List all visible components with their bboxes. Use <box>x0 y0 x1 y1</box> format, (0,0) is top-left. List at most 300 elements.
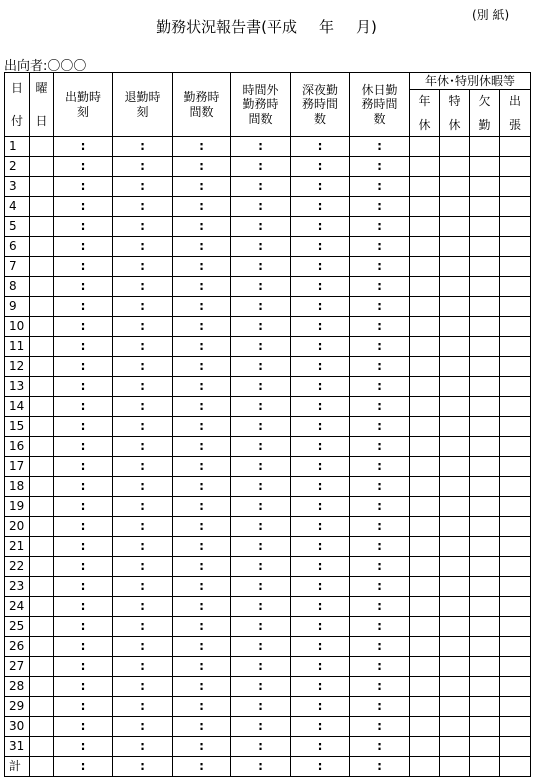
annual-leave-cell[interactable] <box>410 757 440 777</box>
business-trip-cell[interactable] <box>500 537 531 557</box>
special-leave-cell[interactable] <box>440 577 470 597</box>
special-leave-cell[interactable] <box>440 297 470 317</box>
absence-cell[interactable] <box>470 317 500 337</box>
end-time-cell[interactable] <box>113 557 173 577</box>
annual-leave-cell[interactable] <box>410 277 440 297</box>
holiday-hours-cell[interactable] <box>350 197 410 217</box>
special-leave-cell[interactable] <box>440 677 470 697</box>
start-time-cell[interactable] <box>54 577 113 597</box>
business-trip-cell[interactable] <box>500 437 531 457</box>
absence-cell[interactable] <box>470 737 500 757</box>
overtime-hours-cell[interactable] <box>231 657 291 677</box>
annual-leave-cell[interactable] <box>410 717 440 737</box>
absence-cell[interactable] <box>470 597 500 617</box>
business-trip-cell[interactable] <box>500 757 531 777</box>
holiday-hours-cell[interactable] <box>350 597 410 617</box>
start-time-cell[interactable] <box>54 617 113 637</box>
start-time-cell[interactable] <box>54 477 113 497</box>
special-leave-cell[interactable] <box>440 177 470 197</box>
end-time-cell[interactable] <box>113 377 173 397</box>
night-hours-cell[interactable] <box>291 657 350 677</box>
overtime-hours-cell[interactable] <box>231 377 291 397</box>
annual-leave-cell[interactable] <box>410 537 440 557</box>
night-hours-cell[interactable] <box>291 217 350 237</box>
night-hours-cell[interactable] <box>291 637 350 657</box>
weekday-cell[interactable] <box>30 217 54 237</box>
business-trip-cell[interactable] <box>500 137 531 157</box>
annual-leave-cell[interactable] <box>410 157 440 177</box>
absence-cell[interactable] <box>470 577 500 597</box>
end-time-cell[interactable] <box>113 357 173 377</box>
special-leave-cell[interactable] <box>440 217 470 237</box>
holiday-hours-cell[interactable] <box>350 297 410 317</box>
business-trip-cell[interactable] <box>500 297 531 317</box>
overtime-hours-cell[interactable] <box>231 317 291 337</box>
work-hours-cell[interactable] <box>173 417 231 437</box>
end-time-cell[interactable] <box>113 757 173 777</box>
work-hours-cell[interactable] <box>173 697 231 717</box>
night-hours-cell[interactable] <box>291 337 350 357</box>
business-trip-cell[interactable] <box>500 337 531 357</box>
start-time-cell[interactable] <box>54 597 113 617</box>
absence-cell[interactable] <box>470 697 500 717</box>
start-time-cell[interactable] <box>54 717 113 737</box>
business-trip-cell[interactable] <box>500 417 531 437</box>
annual-leave-cell[interactable] <box>410 417 440 437</box>
night-hours-cell[interactable] <box>291 317 350 337</box>
night-hours-cell[interactable] <box>291 237 350 257</box>
annual-leave-cell[interactable] <box>410 377 440 397</box>
annual-leave-cell[interactable] <box>410 557 440 577</box>
end-time-cell[interactable] <box>113 717 173 737</box>
night-hours-cell[interactable] <box>291 717 350 737</box>
night-hours-cell[interactable] <box>291 577 350 597</box>
business-trip-cell[interactable] <box>500 197 531 217</box>
work-hours-cell[interactable] <box>173 437 231 457</box>
end-time-cell[interactable] <box>113 157 173 177</box>
night-hours-cell[interactable] <box>291 597 350 617</box>
holiday-hours-cell[interactable] <box>350 277 410 297</box>
absence-cell[interactable] <box>470 557 500 577</box>
absence-cell[interactable] <box>470 477 500 497</box>
business-trip-cell[interactable] <box>500 497 531 517</box>
weekday-cell[interactable] <box>30 637 54 657</box>
absence-cell[interactable] <box>470 417 500 437</box>
absence-cell[interactable] <box>470 677 500 697</box>
work-hours-cell[interactable] <box>173 497 231 517</box>
overtime-hours-cell[interactable] <box>231 417 291 437</box>
weekday-cell[interactable] <box>30 317 54 337</box>
overtime-hours-cell[interactable] <box>231 217 291 237</box>
annual-leave-cell[interactable] <box>410 517 440 537</box>
annual-leave-cell[interactable] <box>410 397 440 417</box>
weekday-cell[interactable] <box>30 437 54 457</box>
business-trip-cell[interactable] <box>500 737 531 757</box>
business-trip-cell[interactable] <box>500 517 531 537</box>
business-trip-cell[interactable] <box>500 217 531 237</box>
overtime-hours-cell[interactable] <box>231 277 291 297</box>
overtime-hours-cell[interactable] <box>231 237 291 257</box>
holiday-hours-cell[interactable] <box>350 537 410 557</box>
absence-cell[interactable] <box>470 297 500 317</box>
end-time-cell[interactable] <box>113 497 173 517</box>
absence-cell[interactable] <box>470 457 500 477</box>
holiday-hours-cell[interactable] <box>350 577 410 597</box>
end-time-cell[interactable] <box>113 217 173 237</box>
start-time-cell[interactable] <box>54 237 113 257</box>
absence-cell[interactable] <box>470 237 500 257</box>
absence-cell[interactable] <box>470 277 500 297</box>
annual-leave-cell[interactable] <box>410 297 440 317</box>
work-hours-cell[interactable] <box>173 197 231 217</box>
end-time-cell[interactable] <box>113 737 173 757</box>
end-time-cell[interactable] <box>113 697 173 717</box>
night-hours-cell[interactable] <box>291 697 350 717</box>
night-hours-cell[interactable] <box>291 257 350 277</box>
overtime-hours-cell[interactable] <box>231 577 291 597</box>
holiday-hours-cell[interactable] <box>350 617 410 637</box>
special-leave-cell[interactable] <box>440 237 470 257</box>
end-time-cell[interactable] <box>113 437 173 457</box>
special-leave-cell[interactable] <box>440 597 470 617</box>
weekday-cell[interactable] <box>30 257 54 277</box>
holiday-hours-cell[interactable] <box>350 437 410 457</box>
overtime-hours-cell[interactable] <box>231 637 291 657</box>
work-hours-cell[interactable] <box>173 737 231 757</box>
business-trip-cell[interactable] <box>500 657 531 677</box>
business-trip-cell[interactable] <box>500 597 531 617</box>
absence-cell[interactable] <box>470 397 500 417</box>
work-hours-cell[interactable] <box>173 297 231 317</box>
holiday-hours-cell[interactable] <box>350 237 410 257</box>
overtime-hours-cell[interactable] <box>231 397 291 417</box>
special-leave-cell[interactable] <box>440 757 470 777</box>
night-hours-cell[interactable] <box>291 157 350 177</box>
special-leave-cell[interactable] <box>440 277 470 297</box>
special-leave-cell[interactable] <box>440 697 470 717</box>
special-leave-cell[interactable] <box>440 317 470 337</box>
weekday-cell[interactable] <box>30 577 54 597</box>
start-time-cell[interactable] <box>54 517 113 537</box>
work-hours-cell[interactable] <box>173 557 231 577</box>
end-time-cell[interactable] <box>113 137 173 157</box>
start-time-cell[interactable] <box>54 217 113 237</box>
special-leave-cell[interactable] <box>440 437 470 457</box>
night-hours-cell[interactable] <box>291 277 350 297</box>
annual-leave-cell[interactable] <box>410 357 440 377</box>
weekday-cell[interactable] <box>30 157 54 177</box>
start-time-cell[interactable] <box>54 357 113 377</box>
weekday-cell[interactable] <box>30 277 54 297</box>
absence-cell[interactable] <box>470 177 500 197</box>
start-time-cell[interactable] <box>54 497 113 517</box>
holiday-hours-cell[interactable] <box>350 417 410 437</box>
end-time-cell[interactable] <box>113 517 173 537</box>
work-hours-cell[interactable] <box>173 617 231 637</box>
end-time-cell[interactable] <box>113 457 173 477</box>
night-hours-cell[interactable] <box>291 757 350 777</box>
weekday-cell[interactable] <box>30 197 54 217</box>
holiday-hours-cell[interactable] <box>350 757 410 777</box>
annual-leave-cell[interactable] <box>410 637 440 657</box>
night-hours-cell[interactable] <box>291 517 350 537</box>
annual-leave-cell[interactable] <box>410 657 440 677</box>
business-trip-cell[interactable] <box>500 237 531 257</box>
night-hours-cell[interactable] <box>291 197 350 217</box>
special-leave-cell[interactable] <box>440 517 470 537</box>
weekday-cell[interactable] <box>30 377 54 397</box>
start-time-cell[interactable] <box>54 257 113 277</box>
weekday-cell[interactable] <box>30 697 54 717</box>
end-time-cell[interactable] <box>113 397 173 417</box>
work-hours-cell[interactable] <box>173 217 231 237</box>
end-time-cell[interactable] <box>113 617 173 637</box>
night-hours-cell[interactable] <box>291 417 350 437</box>
special-leave-cell[interactable] <box>440 617 470 637</box>
annual-leave-cell[interactable] <box>410 477 440 497</box>
weekday-cell[interactable] <box>30 497 54 517</box>
holiday-hours-cell[interactable] <box>350 737 410 757</box>
annual-leave-cell[interactable] <box>410 337 440 357</box>
work-hours-cell[interactable] <box>173 397 231 417</box>
night-hours-cell[interactable] <box>291 437 350 457</box>
end-time-cell[interactable] <box>113 177 173 197</box>
work-hours-cell[interactable] <box>173 337 231 357</box>
start-time-cell[interactable] <box>54 757 113 777</box>
weekday-cell[interactable] <box>30 657 54 677</box>
end-time-cell[interactable] <box>113 657 173 677</box>
holiday-hours-cell[interactable] <box>350 697 410 717</box>
end-time-cell[interactable] <box>113 477 173 497</box>
start-time-cell[interactable] <box>54 177 113 197</box>
start-time-cell[interactable] <box>54 157 113 177</box>
holiday-hours-cell[interactable] <box>350 357 410 377</box>
night-hours-cell[interactable] <box>291 477 350 497</box>
weekday-cell[interactable] <box>30 337 54 357</box>
end-time-cell[interactable] <box>113 297 173 317</box>
overtime-hours-cell[interactable] <box>231 697 291 717</box>
business-trip-cell[interactable] <box>500 317 531 337</box>
work-hours-cell[interactable] <box>173 137 231 157</box>
night-hours-cell[interactable] <box>291 397 350 417</box>
business-trip-cell[interactable] <box>500 397 531 417</box>
end-time-cell[interactable] <box>113 337 173 357</box>
absence-cell[interactable] <box>470 337 500 357</box>
work-hours-cell[interactable] <box>173 517 231 537</box>
work-hours-cell[interactable] <box>173 277 231 297</box>
start-time-cell[interactable] <box>54 377 113 397</box>
overtime-hours-cell[interactable] <box>231 757 291 777</box>
holiday-hours-cell[interactable] <box>350 557 410 577</box>
holiday-hours-cell[interactable] <box>350 717 410 737</box>
special-leave-cell[interactable] <box>440 417 470 437</box>
overtime-hours-cell[interactable] <box>231 357 291 377</box>
overtime-hours-cell[interactable] <box>231 617 291 637</box>
weekday-cell[interactable] <box>30 517 54 537</box>
weekday-cell[interactable] <box>30 717 54 737</box>
annual-leave-cell[interactable] <box>410 617 440 637</box>
weekday-cell[interactable] <box>30 537 54 557</box>
business-trip-cell[interactable] <box>500 477 531 497</box>
holiday-hours-cell[interactable] <box>350 397 410 417</box>
work-hours-cell[interactable] <box>173 377 231 397</box>
overtime-hours-cell[interactable] <box>231 517 291 537</box>
special-leave-cell[interactable] <box>440 397 470 417</box>
weekday-cell[interactable] <box>30 137 54 157</box>
overtime-hours-cell[interactable] <box>231 257 291 277</box>
absence-cell[interactable] <box>470 637 500 657</box>
business-trip-cell[interactable] <box>500 577 531 597</box>
overtime-hours-cell[interactable] <box>231 137 291 157</box>
business-trip-cell[interactable] <box>500 377 531 397</box>
business-trip-cell[interactable] <box>500 677 531 697</box>
work-hours-cell[interactable] <box>173 357 231 377</box>
work-hours-cell[interactable] <box>173 577 231 597</box>
work-hours-cell[interactable] <box>173 677 231 697</box>
special-leave-cell[interactable] <box>440 257 470 277</box>
absence-cell[interactable] <box>470 497 500 517</box>
absence-cell[interactable] <box>470 377 500 397</box>
start-time-cell[interactable] <box>54 277 113 297</box>
annual-leave-cell[interactable] <box>410 697 440 717</box>
night-hours-cell[interactable] <box>291 737 350 757</box>
night-hours-cell[interactable] <box>291 497 350 517</box>
annual-leave-cell[interactable] <box>410 437 440 457</box>
weekday-cell[interactable] <box>30 477 54 497</box>
start-time-cell[interactable] <box>54 637 113 657</box>
annual-leave-cell[interactable] <box>410 737 440 757</box>
holiday-hours-cell[interactable] <box>350 477 410 497</box>
holiday-hours-cell[interactable] <box>350 177 410 197</box>
holiday-hours-cell[interactable] <box>350 257 410 277</box>
weekday-cell[interactable] <box>30 357 54 377</box>
annual-leave-cell[interactable] <box>410 177 440 197</box>
end-time-cell[interactable] <box>113 577 173 597</box>
annual-leave-cell[interactable] <box>410 257 440 277</box>
special-leave-cell[interactable] <box>440 197 470 217</box>
end-time-cell[interactable] <box>113 537 173 557</box>
special-leave-cell[interactable] <box>440 657 470 677</box>
business-trip-cell[interactable] <box>500 277 531 297</box>
special-leave-cell[interactable] <box>440 497 470 517</box>
annual-leave-cell[interactable] <box>410 197 440 217</box>
special-leave-cell[interactable] <box>440 737 470 757</box>
business-trip-cell[interactable] <box>500 557 531 577</box>
end-time-cell[interactable] <box>113 597 173 617</box>
start-time-cell[interactable] <box>54 197 113 217</box>
absence-cell[interactable] <box>470 617 500 637</box>
start-time-cell[interactable] <box>54 317 113 337</box>
start-time-cell[interactable] <box>54 737 113 757</box>
annual-leave-cell[interactable] <box>410 217 440 237</box>
overtime-hours-cell[interactable] <box>231 717 291 737</box>
work-hours-cell[interactable] <box>173 597 231 617</box>
special-leave-cell[interactable] <box>440 337 470 357</box>
end-time-cell[interactable] <box>113 277 173 297</box>
end-time-cell[interactable] <box>113 197 173 217</box>
holiday-hours-cell[interactable] <box>350 137 410 157</box>
absence-cell[interactable] <box>470 437 500 457</box>
weekday-cell[interactable] <box>30 397 54 417</box>
start-time-cell[interactable] <box>54 397 113 417</box>
start-time-cell[interactable] <box>54 697 113 717</box>
holiday-hours-cell[interactable] <box>350 657 410 677</box>
weekday-cell[interactable] <box>30 237 54 257</box>
overtime-hours-cell[interactable] <box>231 497 291 517</box>
special-leave-cell[interactable] <box>440 357 470 377</box>
start-time-cell[interactable] <box>54 677 113 697</box>
holiday-hours-cell[interactable] <box>350 157 410 177</box>
business-trip-cell[interactable] <box>500 257 531 277</box>
end-time-cell[interactable] <box>113 237 173 257</box>
overtime-hours-cell[interactable] <box>231 297 291 317</box>
night-hours-cell[interactable] <box>291 617 350 637</box>
overtime-hours-cell[interactable] <box>231 557 291 577</box>
absence-cell[interactable] <box>470 197 500 217</box>
holiday-hours-cell[interactable] <box>350 457 410 477</box>
annual-leave-cell[interactable] <box>410 677 440 697</box>
work-hours-cell[interactable] <box>173 457 231 477</box>
holiday-hours-cell[interactable] <box>350 217 410 237</box>
night-hours-cell[interactable] <box>291 537 350 557</box>
special-leave-cell[interactable] <box>440 537 470 557</box>
work-hours-cell[interactable] <box>173 257 231 277</box>
overtime-hours-cell[interactable] <box>231 457 291 477</box>
overtime-hours-cell[interactable] <box>231 737 291 757</box>
absence-cell[interactable] <box>470 657 500 677</box>
special-leave-cell[interactable] <box>440 137 470 157</box>
absence-cell[interactable] <box>470 357 500 377</box>
weekday-cell[interactable] <box>30 617 54 637</box>
holiday-hours-cell[interactable] <box>350 377 410 397</box>
overtime-hours-cell[interactable] <box>231 177 291 197</box>
end-time-cell[interactable] <box>113 257 173 277</box>
weekday-cell[interactable] <box>30 297 54 317</box>
work-hours-cell[interactable] <box>173 157 231 177</box>
start-time-cell[interactable] <box>54 417 113 437</box>
end-time-cell[interactable] <box>113 637 173 657</box>
holiday-hours-cell[interactable] <box>350 637 410 657</box>
annual-leave-cell[interactable] <box>410 577 440 597</box>
business-trip-cell[interactable] <box>500 637 531 657</box>
business-trip-cell[interactable] <box>500 177 531 197</box>
start-time-cell[interactable] <box>54 137 113 157</box>
end-time-cell[interactable] <box>113 317 173 337</box>
special-leave-cell[interactable] <box>440 717 470 737</box>
overtime-hours-cell[interactable] <box>231 437 291 457</box>
weekday-cell[interactable] <box>30 557 54 577</box>
night-hours-cell[interactable] <box>291 137 350 157</box>
absence-cell[interactable] <box>470 717 500 737</box>
night-hours-cell[interactable] <box>291 457 350 477</box>
night-hours-cell[interactable] <box>291 557 350 577</box>
absence-cell[interactable] <box>470 537 500 557</box>
business-trip-cell[interactable] <box>500 717 531 737</box>
start-time-cell[interactable] <box>54 557 113 577</box>
start-time-cell[interactable] <box>54 537 113 557</box>
work-hours-cell[interactable] <box>173 637 231 657</box>
work-hours-cell[interactable] <box>173 757 231 777</box>
business-trip-cell[interactable] <box>500 697 531 717</box>
annual-leave-cell[interactable] <box>410 317 440 337</box>
end-time-cell[interactable] <box>113 677 173 697</box>
annual-leave-cell[interactable] <box>410 137 440 157</box>
work-hours-cell[interactable] <box>173 717 231 737</box>
work-hours-cell[interactable] <box>173 177 231 197</box>
night-hours-cell[interactable] <box>291 677 350 697</box>
weekday-cell[interactable] <box>30 417 54 437</box>
absence-cell[interactable] <box>470 757 500 777</box>
